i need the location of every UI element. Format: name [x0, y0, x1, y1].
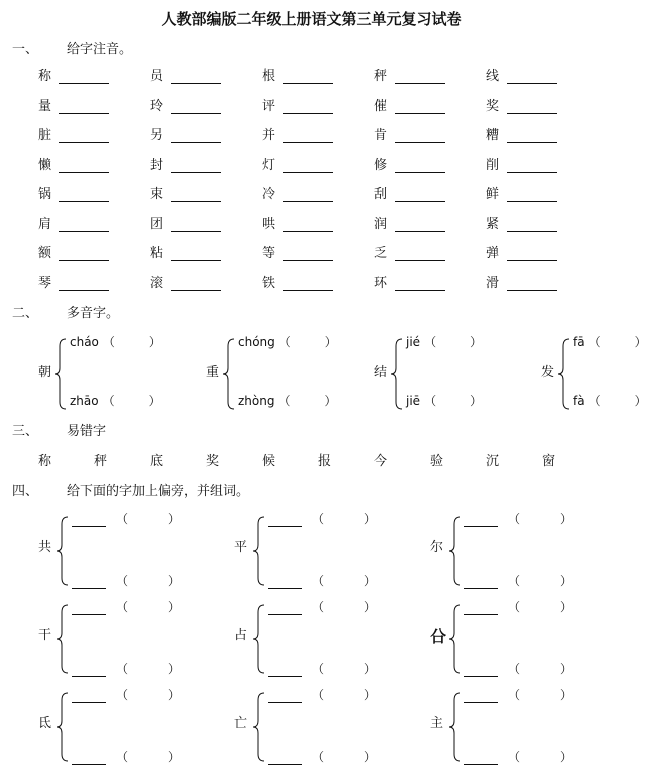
open-paren: （	[424, 394, 437, 408]
open-paren: （	[588, 394, 601, 408]
close-paren: ）	[364, 512, 377, 526]
char: 秤	[374, 69, 388, 84]
pinyin-cell	[262, 154, 333, 173]
base-char: 干	[38, 628, 52, 643]
close-paren: ）	[324, 335, 337, 349]
open-paren: （	[424, 335, 437, 349]
answer-blank[interactable]	[507, 97, 557, 114]
pinyin-cell	[150, 65, 221, 84]
char: 懒	[38, 157, 52, 173]
pinyin-cell	[374, 95, 445, 114]
close-paren: ）	[364, 662, 377, 676]
answer-blank[interactable]	[507, 185, 557, 202]
left-brace	[56, 604, 70, 674]
radical-blank[interactable]	[72, 574, 106, 589]
radical-blank[interactable]	[72, 512, 106, 527]
section-number: 三、	[12, 424, 39, 439]
section-number: 一、	[12, 42, 39, 57]
left-brace	[557, 338, 571, 410]
answer-space[interactable]	[436, 338, 470, 350]
char: 环	[374, 275, 388, 291]
word-space[interactable]	[520, 515, 560, 527]
base-char: 氐	[38, 716, 52, 731]
pinyin-cell	[486, 242, 557, 261]
polyphone-char: 朝	[38, 365, 52, 380]
char: 紧	[486, 216, 500, 232]
radical-blank[interactable]	[464, 688, 498, 703]
base-char: 占	[234, 628, 248, 643]
open-paren: （	[312, 688, 325, 702]
open-paren: （	[116, 512, 129, 526]
close-paren: ）	[470, 335, 483, 349]
error-char: 底	[150, 454, 164, 469]
pinyin-cell	[38, 213, 109, 232]
word-space[interactable]	[520, 665, 560, 677]
pinyin-cell	[262, 124, 333, 143]
radical-blank[interactable]	[268, 662, 302, 677]
polyphone-reading	[238, 390, 337, 409]
left-brace	[54, 338, 68, 410]
compose-line	[268, 508, 376, 527]
char: 员	[150, 69, 164, 84]
polyphone-char: 发	[541, 365, 555, 380]
char: 奖	[486, 98, 500, 114]
compose-line	[268, 746, 376, 765]
close-paren: ）	[470, 394, 483, 408]
open-paren: （	[102, 394, 115, 408]
close-paren: ）	[148, 335, 161, 349]
word-space[interactable]	[128, 603, 168, 615]
answer-space[interactable]	[290, 397, 324, 409]
char: 粘	[150, 246, 164, 261]
error-char: 验	[430, 454, 444, 469]
radical-blank[interactable]	[72, 662, 106, 677]
radical-blank[interactable]	[72, 600, 106, 615]
char: 琴	[38, 275, 52, 291]
answer-blank[interactable]	[507, 67, 557, 84]
compose-line	[464, 746, 572, 765]
answer-blank[interactable]	[395, 156, 445, 173]
open-paren: （	[116, 662, 129, 676]
section-heading	[12, 480, 332, 498]
pinyin-cell	[486, 95, 557, 114]
answer-blank[interactable]	[171, 274, 221, 291]
answer-space[interactable]	[436, 397, 470, 409]
close-paren: ）	[634, 335, 647, 349]
pinyin-cell	[374, 65, 445, 84]
char: 修	[374, 157, 388, 173]
close-paren: ）	[168, 512, 181, 526]
radical-blank[interactable]	[464, 750, 498, 765]
pinyin-cell	[38, 183, 109, 202]
pinyin-cell	[262, 242, 333, 261]
polyphone-char: 结	[374, 365, 388, 380]
open-paren: （	[508, 688, 521, 702]
pinyin-cell	[486, 183, 557, 202]
char: 弹	[486, 246, 500, 261]
radical-blank[interactable]	[268, 750, 302, 765]
word-space[interactable]	[128, 515, 168, 527]
pinyin-cell	[150, 95, 221, 114]
error-char: 称	[38, 454, 52, 469]
char: 玲	[150, 98, 164, 114]
word-space[interactable]	[324, 665, 364, 677]
pinyin-cell	[150, 272, 221, 291]
open-paren: （	[278, 335, 291, 349]
left-brace	[252, 516, 266, 586]
char: 称	[38, 69, 52, 84]
pinyin-cell	[374, 213, 445, 232]
close-paren: ）	[168, 750, 181, 764]
section-number: 四、	[12, 484, 39, 499]
answer-blank[interactable]	[171, 126, 221, 143]
answer-blank[interactable]	[507, 215, 557, 232]
polyphone-char: 重	[206, 365, 220, 380]
compose-line	[72, 684, 180, 703]
pinyin-cell	[374, 124, 445, 143]
word-space[interactable]	[128, 665, 168, 677]
pinyin: cháo	[70, 335, 99, 349]
open-paren: （	[508, 512, 521, 526]
pinyin-cell	[38, 154, 109, 173]
close-paren: ）	[168, 662, 181, 676]
pinyin-cell	[38, 65, 109, 84]
open-paren: （	[116, 688, 129, 702]
compose-line	[72, 570, 180, 589]
answer-blank[interactable]	[59, 67, 109, 84]
char: 脏	[38, 128, 52, 143]
open-paren: （	[312, 512, 325, 526]
answer-blank[interactable]	[283, 185, 333, 202]
base-char: 尔	[430, 540, 444, 555]
radical-blank[interactable]	[268, 688, 302, 703]
error-char: 奖	[206, 454, 220, 469]
radical-blank[interactable]	[268, 600, 302, 615]
answer-blank[interactable]	[395, 215, 445, 232]
radical-blank[interactable]	[464, 662, 498, 677]
word-space[interactable]	[128, 577, 168, 589]
pinyin-cell	[150, 124, 221, 143]
close-paren: ）	[560, 600, 573, 614]
polyphone-reading	[406, 390, 482, 409]
left-brace	[222, 338, 236, 410]
compose-line	[464, 570, 572, 589]
answer-space[interactable]	[601, 338, 635, 350]
answer-space[interactable]	[601, 397, 635, 409]
radical-blank[interactable]	[464, 512, 498, 527]
char: 根	[262, 69, 276, 84]
answer-space[interactable]	[291, 338, 325, 350]
page-title: 人教部编版二年级上册语文第三单元复习试卷	[161, 10, 462, 28]
answer-blank[interactable]	[395, 185, 445, 202]
compose-line	[72, 508, 180, 527]
answer-blank[interactable]	[59, 274, 109, 291]
char: 灯	[262, 157, 276, 173]
polyphone-reading	[573, 331, 647, 350]
answer-blank[interactable]	[507, 156, 557, 173]
pinyin-cell	[150, 154, 221, 173]
close-paren: ）	[560, 574, 573, 588]
word-space[interactable]	[324, 577, 364, 589]
answer-blank[interactable]	[507, 274, 557, 291]
radical-blank[interactable]	[72, 750, 106, 765]
open-paren: （	[116, 600, 129, 614]
char: 另	[150, 128, 164, 143]
base-char: 共	[38, 540, 52, 555]
answer-blank[interactable]	[171, 67, 221, 84]
polyphone-reading	[70, 331, 161, 350]
compose-line	[464, 658, 572, 677]
open-paren: （	[312, 662, 325, 676]
answer-blank[interactable]	[395, 274, 445, 291]
answer-blank[interactable]	[507, 244, 557, 261]
pinyin-cell	[374, 154, 445, 173]
close-paren: ）	[364, 600, 377, 614]
char: 评	[262, 98, 276, 114]
pinyin: zhāo	[70, 394, 99, 408]
polyphone-reading	[238, 331, 337, 350]
pinyin-cell	[262, 183, 333, 202]
answer-space[interactable]	[115, 338, 149, 350]
char: 并	[262, 128, 276, 143]
answer-blank[interactable]	[283, 126, 333, 143]
pinyin: zhòng	[238, 394, 275, 408]
char: 等	[262, 246, 276, 261]
char: 润	[374, 216, 388, 232]
radical-blank[interactable]	[464, 600, 498, 615]
answer-blank[interactable]	[283, 67, 333, 84]
error-char: 今	[374, 454, 388, 469]
close-paren: ）	[364, 574, 377, 588]
pinyin-cell	[38, 242, 109, 261]
open-paren: （	[312, 600, 325, 614]
pinyin-cell	[262, 65, 333, 84]
char: 糟	[486, 128, 500, 143]
word-space[interactable]	[324, 691, 364, 703]
word-space[interactable]	[520, 753, 560, 765]
answer-blank[interactable]	[395, 126, 445, 143]
word-space[interactable]	[324, 515, 364, 527]
word-space[interactable]	[128, 753, 168, 765]
polyphone-reading	[406, 331, 482, 350]
char: 催	[374, 98, 388, 114]
compose-line	[464, 596, 572, 615]
pinyin-cell	[262, 272, 333, 291]
close-paren: ）	[168, 574, 181, 588]
close-paren: ）	[560, 688, 573, 702]
pinyin-cell	[150, 183, 221, 202]
radical-blank[interactable]	[464, 574, 498, 589]
section-heading	[12, 420, 312, 438]
open-paren: （	[102, 335, 115, 349]
section-heading	[12, 38, 312, 56]
open-paren: （	[508, 750, 521, 764]
answer-blank[interactable]	[395, 97, 445, 114]
close-paren: ）	[148, 394, 161, 408]
answer-blank[interactable]	[59, 185, 109, 202]
error-char: 报	[318, 454, 332, 469]
answer-blank[interactable]	[171, 97, 221, 114]
close-paren: ）	[168, 600, 181, 614]
pinyin-cell	[374, 242, 445, 261]
open-paren: （	[116, 574, 129, 588]
pinyin-cell	[150, 213, 221, 232]
left-brace	[390, 338, 404, 410]
compose-line	[268, 596, 376, 615]
answer-blank[interactable]	[59, 156, 109, 173]
answer-blank[interactable]	[283, 274, 333, 291]
char: 滑	[486, 275, 500, 291]
char: 肩	[38, 216, 52, 232]
section-number: 二、	[12, 306, 39, 321]
open-paren: （	[588, 335, 601, 349]
char: 量	[38, 98, 52, 114]
char: 封	[150, 157, 164, 173]
radical-blank[interactable]	[268, 574, 302, 589]
left-brace	[56, 516, 70, 586]
section-text: 多音字。	[67, 306, 120, 321]
pinyin-cell	[374, 272, 445, 291]
compose-line	[268, 570, 376, 589]
close-paren: ）	[560, 662, 573, 676]
left-brace	[448, 516, 462, 586]
answer-blank[interactable]	[59, 126, 109, 143]
answer-blank[interactable]	[59, 244, 109, 261]
answer-blank[interactable]	[283, 215, 333, 232]
answer-blank[interactable]	[507, 126, 557, 143]
char: 线	[486, 69, 500, 84]
pinyin: jié	[406, 335, 421, 349]
pinyin-cell	[486, 154, 557, 173]
answer-space[interactable]	[115, 397, 149, 409]
pinyin: fà	[573, 394, 585, 408]
section-text: 给字注音。	[67, 42, 133, 57]
word-space[interactable]	[128, 691, 168, 703]
close-paren: ）	[560, 750, 573, 764]
compose-line	[268, 658, 376, 677]
error-char: 窗	[542, 454, 556, 469]
answer-blank[interactable]	[395, 67, 445, 84]
pinyin-cell	[262, 95, 333, 114]
base-char: 平	[234, 540, 248, 555]
error-char: 候	[262, 454, 276, 469]
answer-blank[interactable]	[171, 244, 221, 261]
char: 滚	[150, 275, 164, 291]
word-space[interactable]	[520, 691, 560, 703]
left-brace	[448, 604, 462, 674]
error-char: 沉	[486, 454, 500, 469]
compose-line	[72, 746, 180, 765]
pinyin-cell	[374, 183, 445, 202]
radical-blank[interactable]	[72, 688, 106, 703]
base-char: 主	[430, 716, 444, 731]
word-space[interactable]	[520, 603, 560, 615]
word-space[interactable]	[324, 603, 364, 615]
open-paren: （	[508, 662, 521, 676]
open-paren: （	[312, 574, 325, 588]
pinyin-cell	[150, 242, 221, 261]
answer-blank[interactable]	[283, 156, 333, 173]
left-brace	[56, 692, 70, 762]
close-paren: ）	[560, 512, 573, 526]
section-text: 易错字	[67, 424, 107, 439]
answer-blank[interactable]	[283, 97, 333, 114]
close-paren: ）	[364, 688, 377, 702]
pinyin: fā	[573, 335, 585, 349]
word-space[interactable]	[520, 577, 560, 589]
answer-blank[interactable]	[59, 215, 109, 232]
base-char: 㕣	[430, 627, 447, 646]
answer-blank[interactable]	[171, 185, 221, 202]
pinyin: chóng	[238, 335, 275, 349]
char: 锅	[38, 187, 52, 202]
answer-blank[interactable]	[171, 156, 221, 173]
pinyin-cell	[486, 65, 557, 84]
open-paren: （	[116, 750, 129, 764]
close-paren: ）	[168, 688, 181, 702]
pinyin-cell	[38, 95, 109, 114]
char: 鲜	[486, 187, 500, 202]
radical-blank[interactable]	[268, 512, 302, 527]
pinyin-cell	[38, 124, 109, 143]
char: 肯	[374, 128, 388, 143]
answer-blank[interactable]	[395, 244, 445, 261]
char: 额	[38, 246, 52, 261]
pinyin-cell	[486, 213, 557, 232]
compose-line	[464, 508, 572, 527]
pinyin-cell	[262, 213, 333, 232]
char: 束	[150, 187, 164, 202]
pinyin: jiē	[406, 394, 421, 408]
section-text: 给下面的字加上偏旁，并组词。	[67, 484, 250, 499]
char: 刮	[374, 187, 388, 202]
compose-line	[268, 684, 376, 703]
char: 削	[486, 157, 500, 173]
section-heading	[12, 302, 312, 320]
char: 乏	[374, 246, 388, 261]
left-brace	[448, 692, 462, 762]
open-paren: （	[508, 574, 521, 588]
pinyin-cell	[38, 272, 109, 291]
answer-blank[interactable]	[59, 97, 109, 114]
left-brace	[252, 604, 266, 674]
close-paren: ）	[364, 750, 377, 764]
answer-blank[interactable]	[171, 215, 221, 232]
compose-line	[72, 596, 180, 615]
open-paren: （	[312, 750, 325, 764]
pinyin-cell	[486, 272, 557, 291]
left-brace	[252, 692, 266, 762]
close-paren: ）	[634, 394, 647, 408]
close-paren: ）	[324, 394, 337, 408]
char: 团	[150, 216, 164, 232]
compose-line	[464, 684, 572, 703]
char: 哄	[262, 216, 276, 232]
compose-line	[72, 658, 180, 677]
open-paren: （	[508, 600, 521, 614]
char: 铁	[262, 275, 276, 291]
polyphone-reading	[70, 390, 161, 409]
open-paren: （	[278, 394, 291, 408]
base-char: 亡	[234, 716, 248, 731]
answer-blank[interactable]	[283, 244, 333, 261]
word-space[interactable]	[324, 753, 364, 765]
char: 冷	[262, 187, 276, 202]
pinyin-cell	[486, 124, 557, 143]
polyphone-reading	[573, 390, 647, 409]
error-char: 秤	[94, 454, 108, 469]
